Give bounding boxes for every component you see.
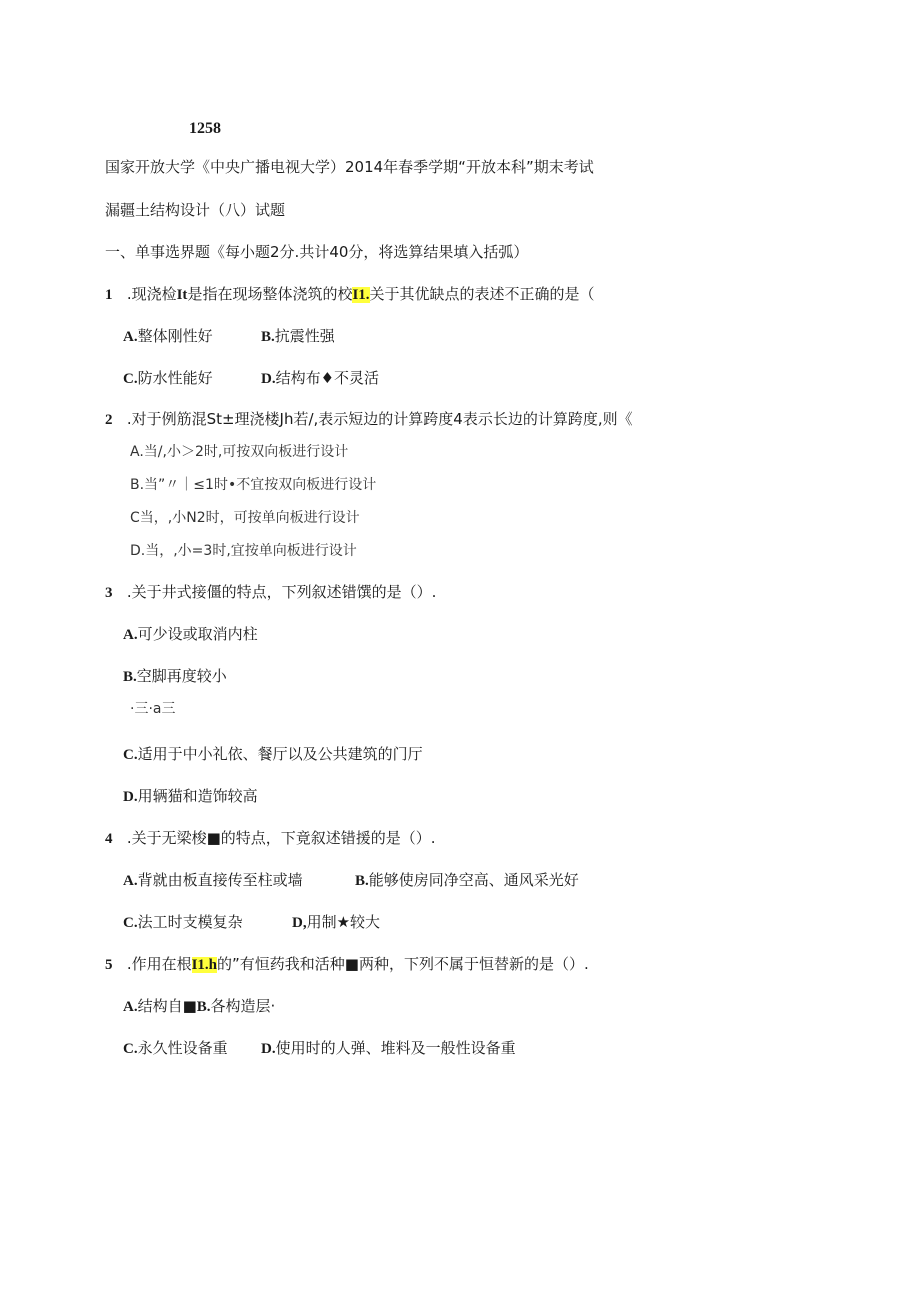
question-text: 是指在现场整体浇筑的校 — [187, 285, 353, 303]
question-text: .作用在根 — [126, 955, 192, 973]
option-text: 用辆猫和造饰较高 — [137, 787, 258, 805]
option-letter: B. — [196, 999, 211, 1015]
option-text: 背就由板直接传至柱或墙 — [137, 871, 303, 889]
option-b: B.当”〃｜≤1时•不宜按双向板进行设计 — [130, 477, 377, 493]
option-letter: A. — [123, 627, 138, 643]
section-heading: 一、单事选界题《每小题2分.共计40分，将选算结果填入括弧） — [105, 243, 529, 261]
question-number: 4 — [105, 831, 113, 847]
question-number: 5 — [105, 957, 113, 973]
ocr-noise-text: ·三·a三 — [130, 701, 176, 717]
question-1 — [105, 284, 595, 305]
option-text: 法工时支模复杂 — [137, 913, 243, 931]
question-number: 2 — [105, 412, 113, 428]
option-letter: D, — [292, 915, 307, 931]
option-a — [123, 624, 258, 645]
option-text: 整体刚性好 — [137, 327, 213, 345]
option-text: 结构布♦不灵活 — [275, 369, 380, 387]
paper-title: 漏疆土结构设计（八）试题 — [105, 201, 286, 219]
option-text: 能够使房同净空高、通风采光好 — [368, 871, 579, 889]
option-text: 各构造层· — [210, 997, 276, 1015]
option-letter: D. — [261, 1041, 276, 1057]
option-a-b — [123, 996, 275, 1017]
option-letter: A. — [123, 873, 138, 889]
option-text: 防水性能好 — [137, 369, 213, 387]
highlight-mark: I1.h — [191, 957, 218, 973]
question-text: 关于其优缺点的表述不正确的是（ — [369, 285, 595, 303]
option-c — [123, 912, 243, 933]
question-number: 1 — [105, 287, 113, 303]
option-c — [123, 744, 423, 765]
option-text: 永久性设备重 — [137, 1039, 228, 1057]
option-a — [123, 870, 303, 891]
question-4 — [105, 828, 436, 849]
option-letter: A. — [123, 329, 138, 345]
option-text: 空脚再度较小 — [136, 667, 227, 685]
exam-code: 1258 — [189, 120, 221, 137]
option-letter: C. — [123, 371, 138, 387]
option-letter: C. — [123, 747, 138, 763]
question-text: 的”有恒药我和活种■两种，下列不属于恒替新的是（）. — [217, 955, 589, 973]
exam-title: 国家开放大学《中央广播电视大学）2014年春季学期“开放本科”期末考试 — [105, 158, 594, 176]
question-text: .现浇检 — [126, 285, 177, 303]
option-text: 用制★较大 — [306, 913, 381, 931]
question-3 — [105, 582, 436, 603]
option-letter: C. — [123, 915, 138, 931]
question-number: 3 — [105, 585, 113, 601]
question-text: .对于例筋混St±理浇楼Jh若/,表示短边的计算跨度4表示长边的计算跨度,则《 — [126, 410, 633, 428]
option-a: A.当/,小＞2时,可按双向板进行设计 — [130, 444, 349, 460]
question-text: It — [176, 287, 188, 303]
option-d: D.当，,小=3时,宜按单向板进行设计 — [130, 543, 357, 559]
question-text: .关于井式接僵的特点，下列叙述错馔的是（）. — [126, 583, 437, 601]
option-text: 使用时的人弹、堆料及一般性设备重 — [275, 1039, 516, 1057]
option-b — [261, 326, 335, 347]
option-letter: B. — [355, 873, 369, 889]
option-letter: D. — [261, 371, 276, 387]
option-letter: B. — [261, 329, 275, 345]
option-d — [261, 1038, 516, 1059]
option-c — [123, 1038, 228, 1059]
option-b — [123, 666, 227, 687]
option-letter: B. — [123, 669, 137, 685]
question-5 — [105, 954, 589, 975]
option-b — [355, 870, 579, 891]
question-2 — [105, 409, 633, 430]
option-text: 适用于中小礼依、餐厅以及公共建筑的门厅 — [137, 745, 423, 763]
option-c — [123, 368, 213, 389]
option-text: 可少设或取消内柱 — [137, 625, 258, 643]
option-letter: D. — [123, 789, 138, 805]
option-letter: A. — [123, 999, 138, 1015]
option-a — [123, 326, 213, 347]
option-d — [292, 912, 380, 933]
option-c: C当，,小N2时，可按单向板进行设计 — [130, 510, 360, 526]
highlight-mark: I1. — [352, 287, 370, 303]
question-text: .关于无梁梭■的特点，下竟叙述错援的是（）. — [126, 829, 436, 847]
option-d — [123, 786, 258, 807]
option-text: 结构自■ — [137, 997, 197, 1015]
option-text: 抗震性强 — [274, 327, 335, 345]
option-d — [261, 368, 379, 389]
option-letter: C. — [123, 1041, 138, 1057]
